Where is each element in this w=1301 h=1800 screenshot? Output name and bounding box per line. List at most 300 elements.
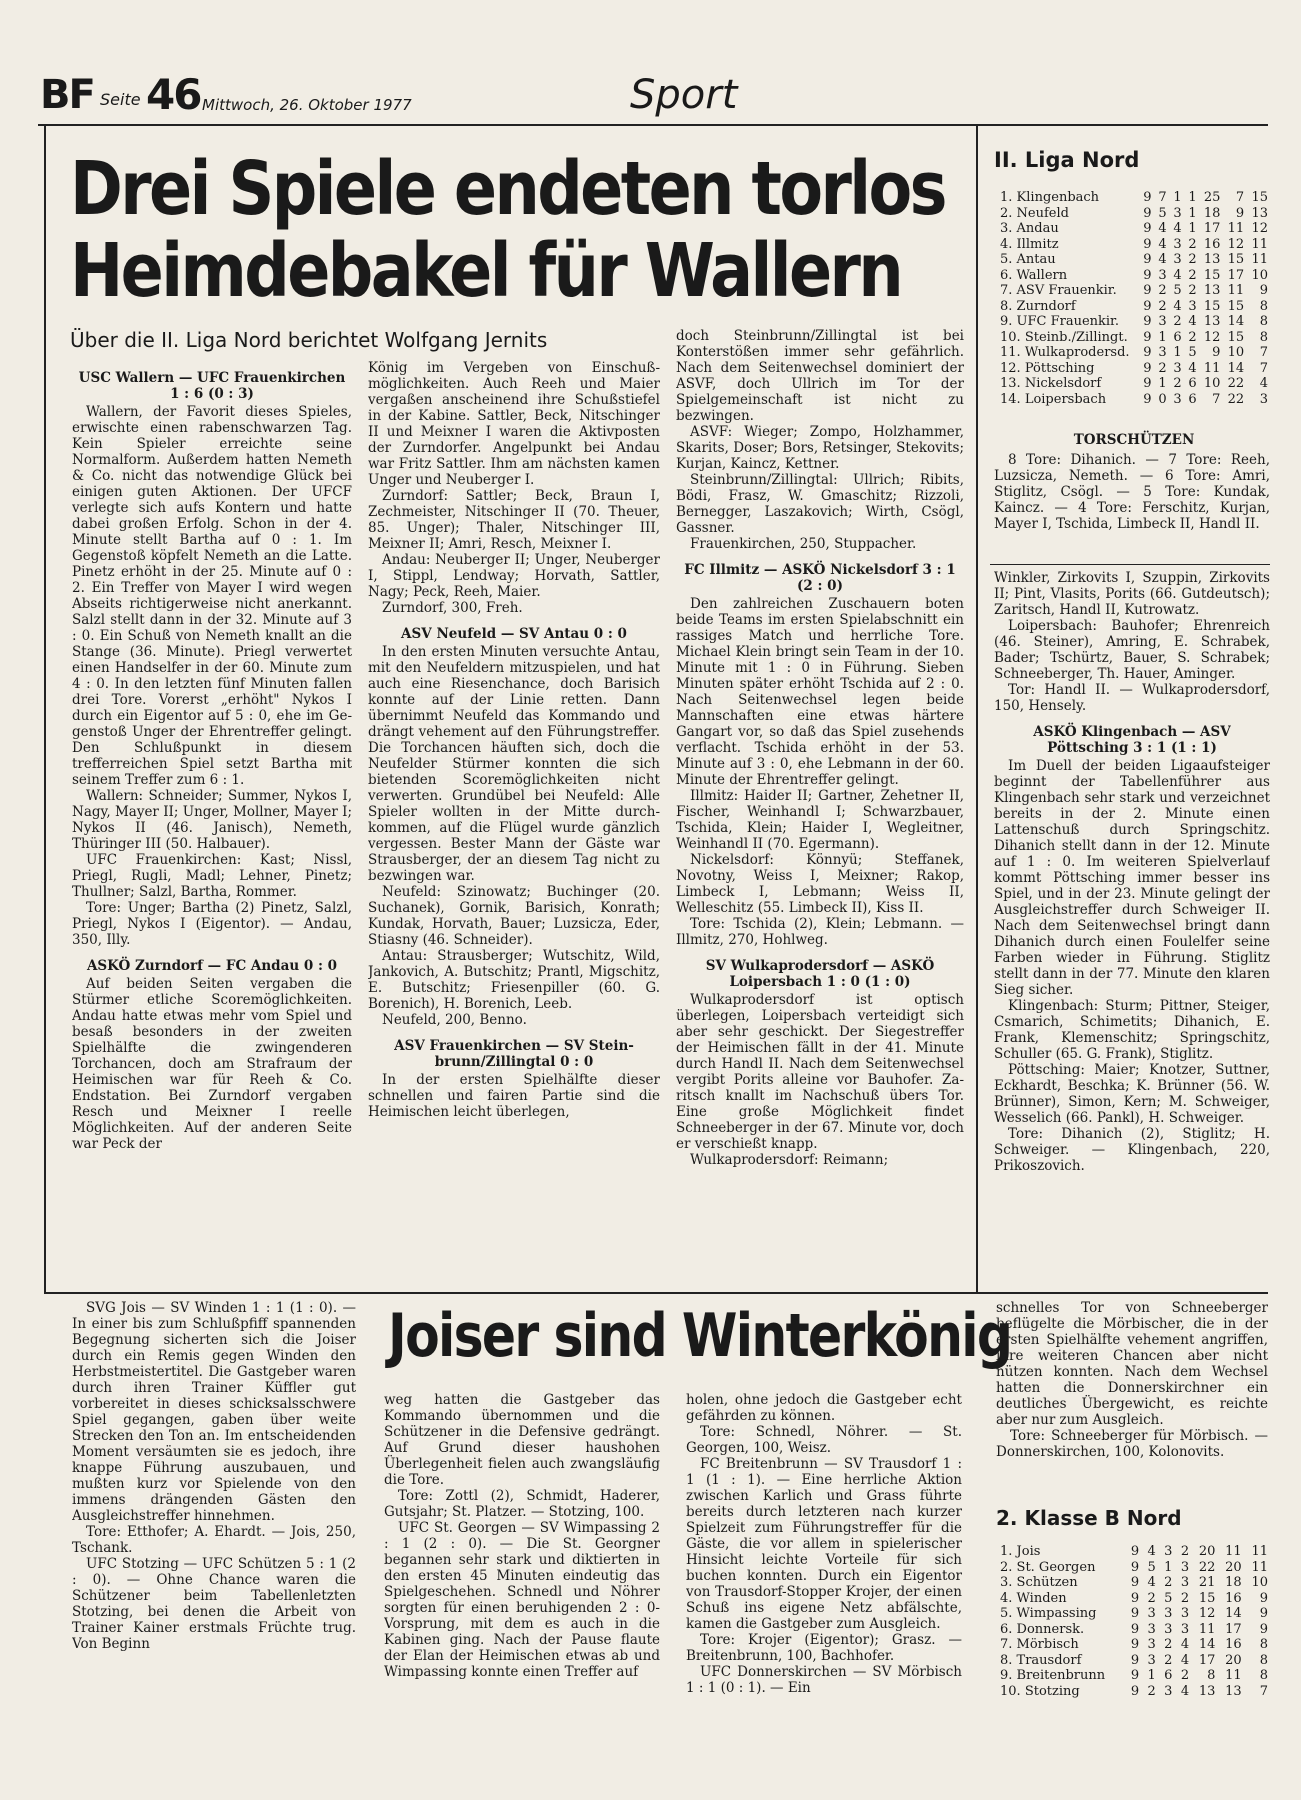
table-cell: 4 (1180, 1683, 1190, 1699)
table-row (1000, 1575, 1268, 1591)
team-name (1000, 1575, 1123, 1591)
table-cell: 13 (1203, 283, 1221, 298)
table-row (1000, 1606, 1268, 1622)
table-cell: 15 (1203, 267, 1221, 283)
table-cell: 15 (1198, 1590, 1216, 1606)
table-cell: 22 (1198, 1559, 1216, 1575)
table-cell: 4 (1259, 376, 1268, 391)
table-position: 1. (1000, 190, 1013, 205)
headline-line-1: Drei Spiele endeten torlos (70, 146, 945, 232)
table-cell: 9 (1143, 190, 1152, 205)
table-cell: 4 (1188, 360, 1197, 376)
team-label: Mörbisch (1012, 1637, 1079, 1652)
table-cell: 3 (1158, 267, 1167, 283)
match-heading: ASKÖ Klingenbach — ASV Pöttsching 3 : 1 (1 : 1) (1033, 724, 1231, 756)
article1-column-3 (676, 328, 964, 1285)
table-cell: 22 (1227, 391, 1245, 407)
table-cell: 8 (1259, 298, 1268, 314)
table-cell: 17 (1198, 1652, 1216, 1668)
table-cell: 9 (1143, 252, 1152, 267)
table-cell: 8 (1207, 1668, 1216, 1683)
team-name (1000, 1544, 1123, 1560)
table-cell: 9 (1143, 360, 1152, 376)
table-row (1000, 376, 1268, 392)
table-row (1000, 252, 1268, 268)
page-number: 46 (146, 70, 201, 119)
paragraph: Steinbrunn/Zillingtal: Ullrich; Ribits, Bödi, Frasz, W. Gmaschitz; Rizzoli, Bernegger, Laszakovich; Wirth, Csögl, Gassner. (676, 472, 964, 536)
table-cell: 6 (1164, 1668, 1173, 1683)
table-row (1000, 1684, 1268, 1700)
paragraph: In den ersten Minuten versuchte Antau, mit den Neufeldern mitzuspielen, und hat auch eine Riesenchance, doch Barisich konnte auf der Linie retten. Dann übernimmt Neufeld das Kommando und drängt vehement auf den Führungstreffer. Die Torchancen häuften sich, doch die Neufelder Stürmer konnten die sich bietenden Scoremöglichkeiten nicht verwerten. Grundübel bei Neufeld: Alle Spieler wollten in der Mitte durchkommen, auf die Flügel wurde gänzlich vergessen. Bester Mann der Gäste war Strausberger, der an diesem Tag nicht zu bezwingen war. (368, 644, 660, 884)
table-cell: 14 (1198, 1637, 1216, 1652)
table-position: 6. (1000, 1621, 1013, 1637)
paragraph: Im Duell der beiden Ligaaufsteiger beginnt der Tabellenführer aus Klingenbach sehr stark und verzeichnet bereits in der 2. Minute einen Lattenschuß durch Springschitz. Dihanich stellt dann in der 12. Minute auf 1 : 0. Im weiteren Spielverlauf kommt Pöttsching immer besser ins Spiel, und in der 23. Minute gelingt der Ausgleichstreffer durch Schweiger II. Nach dem Seitenwechsel bringt dann Dihanich durch einen Foulelfer seine Farben wieder in Führung. Stiglitz stellt dann in der 77. Minute den klaren Sieg sicher. (994, 758, 1270, 998)
table-cell: 9 (1143, 205, 1152, 221)
table-cell: 9 (1130, 1606, 1140, 1621)
table-cell: 9 (1130, 1683, 1140, 1699)
table-cell: 12 (1198, 1606, 1216, 1621)
paragraph: Auf beiden Seiten vergaben die Stürmer etliche Scoremöglichkeiten. Andau hatte etwas mehr vom Spiel und besaß besonders in der zweiten Spielhälfte die zwingenderen Torchancen, doch am Strafraum der Heimischen war für Reeh & Co. Endstation. Bei Zurndorf vergaben Resch und Meixner I reelle Möglichkeiten. Auf der anderen Seite war Peck der (72, 976, 352, 1152)
team-name (1000, 345, 1137, 361)
header-rule (38, 124, 1268, 126)
table-row (1000, 1560, 1268, 1576)
paper-logo: BF (40, 72, 94, 118)
table-cell: 12 (1203, 329, 1221, 345)
table-cell: 2 (1180, 1668, 1190, 1683)
table-cell: 7 (1212, 391, 1221, 407)
article1-column-2 (368, 360, 660, 1285)
table-cell: 3 (1173, 391, 1182, 407)
team-label: Wallern (1012, 267, 1068, 283)
table-cell: 11 (1251, 236, 1268, 252)
table-cell: 2 (1188, 252, 1197, 267)
table-cell: 3 (1164, 1544, 1173, 1559)
table-cell: 9 (1259, 1606, 1268, 1621)
team-name (1000, 1684, 1123, 1700)
table-cell: 9 (1143, 236, 1152, 252)
table-position: 7. (1000, 1637, 1013, 1652)
paragraph: Zurndorf: Sattler; Beck, Braun I, Zechmeister, Nitschinger II (70. Theuer, 85. Unger); Thaler, Nitschinger III, Meixner II; Amri, Resch, Meixner I. (368, 488, 660, 552)
table-cell: 2 (1188, 283, 1197, 298)
table-cell: 5 (1164, 1590, 1173, 1606)
table-position: 4. (1000, 236, 1013, 252)
article2-column-2 (384, 1392, 660, 1732)
team-label: Klingenbach (1012, 190, 1100, 205)
league-table-title: II. Liga Nord (994, 148, 1140, 172)
paragraph: Tore: Unger; Bartha (2) Pinetz, Salzl, Priegl, Nykos I (Eigentor). — Andau, 350, Illy. (72, 900, 352, 948)
team-label: Stotzing (1020, 1683, 1080, 1699)
table-cell: 25 (1203, 190, 1221, 205)
table-cell: 9 (1259, 283, 1268, 298)
team-name (1000, 252, 1137, 268)
table-cell: 3 (1259, 391, 1268, 407)
team-label: Illmitz (1012, 236, 1059, 252)
paragraph: UFC Frauenkirchen: Kast; Nissl, Priegl, Rugli, Madl; Lehner, Pinetz; Thullner; Salzl, Bartha, Rommer. (72, 852, 352, 900)
table-cell: 7 (1259, 360, 1268, 376)
table-cell: 21 (1198, 1575, 1216, 1590)
paragraph: schnelles Tor von Schneeberger beflügelte die Mörbischer, die in der ersten Spielhälfte vehement angriffen, ihre weiteren Chancen aber nicht nützen konnten. Nach dem Wechsel hatten die Donnerskirchner ein deutliches Übergewicht, es reichte aber nur zum Ausgleich. (996, 1300, 1268, 1428)
team-label: Andau (1012, 221, 1059, 236)
table-cell: 7 (1235, 190, 1245, 205)
team-label: Donnersk. (1012, 1621, 1085, 1637)
team-label: Pöttsching (1020, 360, 1095, 376)
table-cell: 3 (1164, 1606, 1173, 1621)
table-row (1000, 314, 1268, 330)
team-name (1000, 1591, 1123, 1607)
standings-table (1000, 190, 1268, 407)
table-cell: 3 (1180, 1606, 1190, 1621)
team-name (1000, 221, 1137, 237)
table-position: 10. (1000, 329, 1021, 345)
table-cell: 9 (1143, 298, 1152, 314)
table-cell: 9 (1212, 345, 1221, 360)
paragraph: UFC Donnerskirchen — SV Mörbisch 1 : 1 (0 : 1). — Ein (686, 1664, 962, 1696)
table-row (1000, 1622, 1268, 1638)
issue-date: Mittwoch, 26. Oktober 1977 (202, 96, 412, 114)
table-cell: 10 (1251, 267, 1268, 283)
table-position: 12. (1000, 360, 1021, 376)
table-cell: 7 (1158, 190, 1167, 205)
team-name (1000, 268, 1137, 284)
team-name (1000, 190, 1137, 206)
paragraph: Zurndorf, 300, Freh. (382, 600, 523, 616)
table-row (1000, 283, 1268, 299)
article-box-bottom (44, 1292, 1268, 1294)
team-label: St. Georgen (1012, 1559, 1096, 1575)
table-row (1000, 268, 1268, 284)
article1-column-1 (72, 360, 352, 1285)
article-box-right (976, 126, 978, 1294)
team-label: Loipersbach (1020, 391, 1107, 407)
table-cell: 4 (1173, 298, 1182, 314)
paragraph: Tor: Handl II. — Wulkaprodersdorf, 150, Hensely. (994, 682, 1270, 714)
team-label: Wulkaprodersd. (1020, 345, 1130, 360)
table-cell: 13 (1203, 314, 1221, 329)
table-row (1000, 1544, 1268, 1560)
table-cell: 10 (1227, 345, 1245, 360)
table-cell: 15 (1203, 298, 1221, 314)
table-cell: 6 (1173, 329, 1182, 345)
table-cell: 7 (1259, 345, 1268, 360)
table-row (1000, 206, 1268, 222)
paragraph: Pöttsching: Maier; Knotzer, Suttner, Eckhardt, Beschka; K. Brünner (56. W. Brünner), Simon, Kern; M. Schweiger, Wesselich (66. Pankl), H. Schweiger. (994, 1062, 1270, 1126)
table-cell: 17 (1203, 221, 1221, 236)
team-label: Winden (1012, 1590, 1067, 1606)
paragraph: Neufeld, 200, Benno. (382, 1012, 527, 1028)
table-cell: 11 (1251, 252, 1268, 267)
table-cell: 9 (1143, 345, 1152, 360)
paragraph: Tore: Dihanich (2), Stiglitz; H. Schweiger. — Klingenbach, 220, Prikoszovich. (994, 1126, 1270, 1174)
table-cell: 11 (1203, 360, 1221, 376)
table-cell: 10 (1203, 376, 1221, 391)
team-name (1000, 330, 1137, 346)
table-cell: 15 (1227, 298, 1245, 314)
table-cell: 6 (1188, 376, 1197, 391)
team-label: Wimpassing (1012, 1606, 1097, 1621)
table-cell: 7 (1259, 1683, 1268, 1699)
paragraph: Wallern, der Favorit dieses Spieles, erwischte einen rabenschwarzen Tag. Kein Spieler erreichte seine Normalform. Außerdem hatten Nemeth & Co. nicht das notwendige Glück bei einigen guten Aktionen. Der UFCF verlegte sich aufs Kontern und hatte dabei großen Erfolg. Schon in der 4. Minute stellt Bartha auf 0 : 1. Im Gegenstoß köpfelt Nemeth an die Latte. Pinetz erhöht in der 25. Minute auf 0 : 2. Ein Treffer von Mayer I wird wegen Abseits richtigerweise nicht anerkannt. Salzl stellt dann in der 32. Minute auf 3 : 0. Ein Schuß von Nemeth knallt an die Stange (36. Minute). Priegl verwertet einen Handselfer in der 60. Minute zum 4 : 0. In den letzten fünf Minuten fallen drei Tore. Vorerst „erhöht" Nykos I durch ein Eigentor auf 5 : 0, ehe im Gegenstoß Unger der Ehrentreffer gelingt. Den Schlußpunkt in diesem trefferreichen Spiel setzt Bartha mit seinem Treffer zum 6 : 1. (72, 404, 352, 788)
table-cell: 2 (1158, 360, 1167, 376)
table-cell: 4 (1158, 236, 1167, 252)
table-cell: 2 (1188, 329, 1197, 345)
table-cell: 8 (1259, 1668, 1268, 1683)
table-position: 13. (1000, 376, 1021, 391)
paragraph: Andau: Neuberger II; Unger, Neuberger I, Stippl, Lendway; Horvath, Sattler, Nagy; Peck, Reeh, Maier. (368, 552, 660, 600)
table-cell: 2 (1188, 236, 1197, 252)
table-cell: 2 (1158, 298, 1167, 314)
table-cell: 9 (1130, 1559, 1140, 1575)
article2-column-4 (996, 1300, 1268, 1480)
page-word: Seite (100, 90, 141, 109)
table-cell: 1 (1188, 221, 1197, 236)
table-position: 11. (1000, 345, 1021, 360)
team-label: Breitenbrunn (1012, 1668, 1106, 1683)
team-name (1000, 206, 1137, 222)
table-position: 6. (1000, 267, 1013, 283)
table-cell: 4 (1158, 221, 1167, 236)
table-cell: 17 (1225, 1621, 1242, 1637)
table-cell: 9 (1143, 221, 1152, 236)
table-cell: 18 (1225, 1575, 1242, 1590)
table-cell: 16 (1203, 236, 1221, 252)
table-cell: 9 (1143, 283, 1152, 298)
team-name (1000, 1653, 1123, 1669)
team-label: Jois (1012, 1544, 1041, 1559)
team-name (1000, 376, 1137, 392)
table-cell: 8 (1259, 1637, 1268, 1652)
table-cell: 3 (1164, 1621, 1173, 1637)
league-table2 (1000, 1544, 1268, 1699)
table-position: 8. (1000, 298, 1013, 314)
table-cell: 12 (1251, 221, 1268, 236)
table-cell: 20 (1225, 1652, 1242, 1668)
paragraph: Wulkaprodersdorf ist optisch überlegen, Loipersbach verteidigt sich aber sehr geschickt. Der Siegestreffer der Heimischen fällt in der 41. Minute durch Handl II. Nach dem Seitenwechsel vergibt Porits alleine vor Bauhofer. Zaritsch knallt im Nachschuß übers Tor. Eine große Möglichkeit findet Schneeberger in der 67. Minute vor, doch er verschießt knapp. (676, 992, 964, 1152)
table-cell: 3 (1147, 1621, 1156, 1637)
paragraph: Winkler, Zirkovits I, Szuppin, Zirkovits II; Pint, Vlasits, Porits (66. Gutdeutsch); Zaritsch, Handl II, Kutrowatz. (994, 570, 1270, 618)
table-cell: 1 (1173, 345, 1182, 360)
table-row (1000, 299, 1268, 315)
team-name (1000, 361, 1137, 377)
table-cell: 1 (1188, 205, 1197, 221)
table-cell: 4 (1158, 252, 1167, 267)
table-position: 4. (1000, 1590, 1013, 1606)
table-cell: 13 (1251, 205, 1268, 221)
table-cell: 3 (1180, 1621, 1190, 1637)
table-cell: 9 (1130, 1637, 1140, 1652)
table-cell: 20 (1225, 1559, 1242, 1575)
table-cell: 1 (1158, 376, 1167, 391)
table-cell: 13 (1225, 1683, 1242, 1699)
match-heading: ASV Neufeld — SV Antau 0 : 0 (401, 626, 627, 642)
table-cell: 11 (1225, 1544, 1242, 1559)
article2-column-3 (686, 1392, 962, 1732)
team-label: Steinb./Zillingt. (1020, 329, 1128, 345)
table-cell: 9 (1143, 329, 1152, 345)
table-row (1000, 330, 1268, 346)
article-box-left (44, 126, 46, 1294)
table-cell: 11 (1251, 1559, 1268, 1575)
paragraph: Neufeld: Szinowatz; Buchinger (20. Suchanek), Gornik, Barisich, Konrath; Kundak, Horvath, Bauer; Luzsicza, Eder, Stiasny (46. Schneider). (368, 884, 660, 948)
team-name (1000, 314, 1137, 330)
table-cell: 9 (1259, 1621, 1268, 1637)
table-cell: 9 (1235, 205, 1245, 221)
paragraph: UFC Stotzing — UFC Schützen 5 : 1 (2 : 0). — Ohne Chance waren die Schützener beim Tabellenletzten Stotzing, bei denen die Arbeit von Trainer Kainer erstmals Früchte trug. Von Beginn (72, 1556, 356, 1652)
table-cell: 4 (1173, 267, 1182, 283)
paragraph: Antau: Strausberger; Wutschitz, Wild, Jankovich, A. Butschitz; Prantl, Migschitz, E. Butschitz; Friesenpiller (60. G. Borenich), H. Borenich, Leeb. (368, 948, 660, 1012)
scorers-paragraph: 8 Tore: Dihanich. — 7 Tore: Reeh, Luzsicza, Nemeth. — 6 Tore: Amri, Stiglitz, Csögl. — 5 Tore: Kundak, Kaincz. — 4 Tore: Ferschitz, Kurjan, Mayer I, Tschida, Limbeck II, Handl II. (994, 452, 1270, 532)
table-cell: 4 (1147, 1575, 1156, 1590)
table-cell: 3 (1164, 1683, 1173, 1699)
table-cell: 20 (1198, 1544, 1216, 1559)
team-label: Zurndorf (1012, 298, 1076, 314)
article2-headline: Joiser sind Winterkönig (388, 1301, 1012, 1371)
byline: Über die II. Liga Nord berichtet Wolfgang Jernits (70, 328, 548, 352)
paragraph: Tore: Schneeberger für Mörbisch. — Donnerskirchen, 100, Kolonovits. (996, 1428, 1268, 1460)
table-position: 2. (1000, 205, 1013, 221)
table-cell: 2 (1147, 1683, 1156, 1699)
table-cell: 22 (1227, 376, 1245, 391)
team-name (1000, 237, 1137, 253)
paragraph: SVG Jois — SV Winden 1 : 1 (1 : 0). — In einer bis zum Schlußpfiff spannenden Begegnung sicherten sich die Joiser durch ein Remis gegen Winden den Herbstmeistertitel. Die Gastgeber waren durch ihren Trainer Küffler gut vorbereitet in dieses schicksalsschwere Spiel gegangen, gaben über weite Strecken den Ton an. Im entscheidenden Moment versäumten sie es jedoch, ihre knappe Führung auszubauen, und mußten kurz vor Spielende von den immens drängenden Gästen den Ausgleichstreffer hinnehmen. (72, 1300, 356, 1524)
paragraph: König im Vergeben von Einschußmöglichkeiten. Auch Reeh und Maier vergaßen anscheinend ihre Schußstiefel in der Kabine. Sattler, Beck, Nitschinger II und Meixner I waren die Aktivposten der Zurndorfer. Angelpunkt bei Andau war Fritz Sattler. Ihm am nächsten kamen Unger und Neuberger I. (368, 360, 660, 488)
table-cell: 2 (1173, 314, 1182, 329)
paragraph: Den zahlreichen Zuschauern boten beide Teams im ersten Spielabschnitt ein rassiges Match und herrliche Tore. Michael Klein bringt sein Team in der 10. Minute mit 1 : 0 in Führung. Sieben Minuten später erhöht Tschida auf 2 : 0. Nach Seitenwechsel legen beide Mannschaften eine etwas härtere Gangart vor, so daß das Spiel zusehends verflacht. Tschida erhöht in der 53. Minute auf 3 : 0, ehe Lebmann in der 60. Minute der Ehrentreffer gelingt. (676, 596, 964, 788)
table-cell: 12 (1227, 236, 1245, 252)
paragraph: weg hatten die Gastgeber das Kommando übernommen und die Schützener in die Defensive gedrängt. Auf Grund dieser haushohen Überlegenheit fielen auch zwangsläufig die Tore. (384, 1392, 660, 1488)
table-position: 8. (1000, 1652, 1013, 1668)
paragraph: doch Steinbrunn/Zillingtal ist bei Konterstößen immer sehr gefährlich. Nach dem Seitenwechsel dominiert der ASVF, doch Ullrich im Tor der Spielgemeinschaft ist nicht zu bezwingen. (676, 328, 964, 424)
paragraph: UFC St. Georgen — SV Wimpassing 2 : 1 (2 : 0). — Die St. Georgner begannen sehr stark und diktierten in den ersten 45 Minuten eindeutig das Spielgeschehen. Schnedl und Nöhrer sorgten für einen beruhigenden 2 : 0-Vorsprung, mit dem es auch in die Kabinen ging. Nach der Pause flaute der Elan der Heimischen etwas ab und Wimpassing konnte einen Treffer auf (384, 1520, 660, 1680)
table-cell: 4 (1180, 1652, 1190, 1668)
section-title: Sport (630, 72, 738, 118)
table-cell: 2 (1164, 1575, 1173, 1590)
table-cell: 3 (1173, 236, 1182, 252)
team-name (1000, 1637, 1123, 1653)
table-cell: 16 (1225, 1637, 1242, 1652)
table-cell: 9 (1259, 1590, 1268, 1606)
table-position: 9. (1000, 1668, 1013, 1683)
table-cell: 9 (1130, 1544, 1140, 1559)
paragraph: In der ersten Spielhälfte dieser schnellen und fairen Partie sind die Heimischen leicht überlegen, (368, 1072, 660, 1120)
table-position: 9. (1000, 314, 1013, 329)
table-position: 2. (1000, 1559, 1013, 1575)
table-cell: 6 (1188, 391, 1197, 407)
table-cell: 11 (1198, 1621, 1216, 1637)
team-name (1000, 299, 1137, 315)
scorers-title: TORSCHÜTZEN (1073, 432, 1195, 448)
table-cell: 2 (1164, 1637, 1173, 1652)
table-cell: 2 (1164, 1652, 1173, 1668)
table-cell: 4 (1188, 314, 1197, 329)
table-cell: 9 (1130, 1652, 1140, 1668)
table-cell: 1 (1158, 329, 1167, 345)
team-name (1000, 1606, 1123, 1622)
table-row (1000, 1591, 1268, 1607)
paragraph: ASVF: Wieger; Zompo, Holzhammer, Skarits, Doser; Bors, Retsinger, Stekovits; Kurjan, Kaincz, Kettner. (676, 424, 964, 472)
team-name (1000, 1668, 1123, 1684)
scorers-text (994, 452, 1270, 562)
table-cell: 3 (1188, 298, 1197, 314)
article2-column-1 (72, 1300, 356, 1730)
table-cell: 9 (1130, 1575, 1140, 1590)
paragraph: Tore: Tschida (2), Klein; Lebmann. — Illmitz, 270, Hohlweg. (676, 916, 964, 948)
paragraph: Illmitz: Haider II; Gartner, Zehetner II, Fischer, Weinhandl I; Schwarzbauer, Tschida, Klein; Haider I, Wegleitner, Weinhandl II (70. Egermann). (676, 788, 964, 852)
table-row (1000, 1653, 1268, 1669)
table-cell: 1 (1188, 190, 1197, 205)
table-cell: 9 (1130, 1621, 1140, 1637)
table-cell: 3 (1158, 345, 1167, 360)
table-cell: 13 (1198, 1683, 1216, 1699)
team-label: Schützen (1012, 1575, 1078, 1590)
table-position: 5. (1000, 1606, 1013, 1621)
table-row (1000, 190, 1268, 206)
team-name (1000, 392, 1137, 408)
table-row (1000, 361, 1268, 377)
table-cell: 11 (1251, 1544, 1268, 1559)
table-cell: 11 (1227, 283, 1245, 298)
table-cell: 14 (1227, 314, 1245, 329)
table-cell: 4 (1173, 221, 1182, 236)
table-cell: 2 (1158, 283, 1167, 298)
table-cell: 3 (1147, 1606, 1156, 1621)
match-heading: ASV Frauenkirchen — SV Steinbrunn/Zillingtal 0 : 0 (394, 1038, 634, 1070)
table-cell: 1 (1173, 190, 1182, 205)
table-cell: 3 (1158, 314, 1167, 329)
team-name (1000, 283, 1137, 299)
table-cell: 13 (1203, 252, 1221, 267)
table-position: 1. (1000, 1544, 1013, 1559)
table-cell: 11 (1225, 1668, 1242, 1683)
table-row (1000, 392, 1268, 408)
match-heading: ASKÖ Zurndorf — FC Andau 0 : 0 (86, 958, 338, 974)
table-cell: 3 (1173, 205, 1182, 221)
table-cell: 5 (1173, 283, 1182, 298)
table-cell: 2 (1180, 1590, 1190, 1606)
table-cell: 18 (1203, 205, 1221, 221)
table-cell: 10 (1251, 1575, 1268, 1590)
table-cell: 8 (1259, 1652, 1268, 1668)
table-cell: 11 (1227, 221, 1245, 236)
match-heading: SV Wulkaprodersdorf — ASKÖ Loipersbach 1 : 0 (1 : 0) (705, 958, 935, 990)
paragraph: Tore: Schnedl, Nöhrer. — St. Georgen, 100, Weisz. (686, 1424, 962, 1456)
team-label: Nickelsdorf (1020, 376, 1102, 391)
table-cell: 16 (1225, 1590, 1242, 1606)
table-cell: 5 (1188, 345, 1197, 360)
team-label: Antau (1012, 252, 1056, 267)
paragraph: Wulkaprodersdorf: Reimann; (690, 1152, 889, 1168)
table-position: 5. (1000, 252, 1013, 267)
table-cell: 5 (1158, 205, 1167, 221)
table-cell: 3 (1147, 1637, 1156, 1652)
table-cell: 15 (1227, 329, 1245, 345)
table-position: 3. (1000, 221, 1013, 236)
table-position: 3. (1000, 1575, 1013, 1590)
team-label: Neufeld (1012, 205, 1069, 221)
paragraph: holen, ohne jedoch die Gastgeber echt gefährden zu können. (686, 1392, 962, 1424)
match-heading: FC Illmitz — ASKÖ Nickelsdorf 3 : 1 (2 : 0) (684, 562, 956, 594)
table-cell: 8 (1259, 314, 1268, 329)
team-name (1000, 1560, 1123, 1576)
table-cell: 4 (1147, 1544, 1156, 1559)
table-cell: 9 (1130, 1668, 1140, 1683)
table-cell: 2 (1147, 1590, 1156, 1606)
table-cell: 17 (1227, 267, 1245, 283)
paragraph: Nickelsdorf: Könnyü; Steffanek, Novotny, Weiss I, Meixner; Rakop, Limbeck I, Lebmann; Weiss II, Welleschitz (55. Limbeck II), Kiss II. (676, 852, 964, 916)
table-cell: 3 (1180, 1559, 1190, 1575)
table-cell: 0 (1158, 391, 1167, 407)
table-cell: 8 (1259, 329, 1268, 345)
league-table (1000, 190, 1268, 407)
